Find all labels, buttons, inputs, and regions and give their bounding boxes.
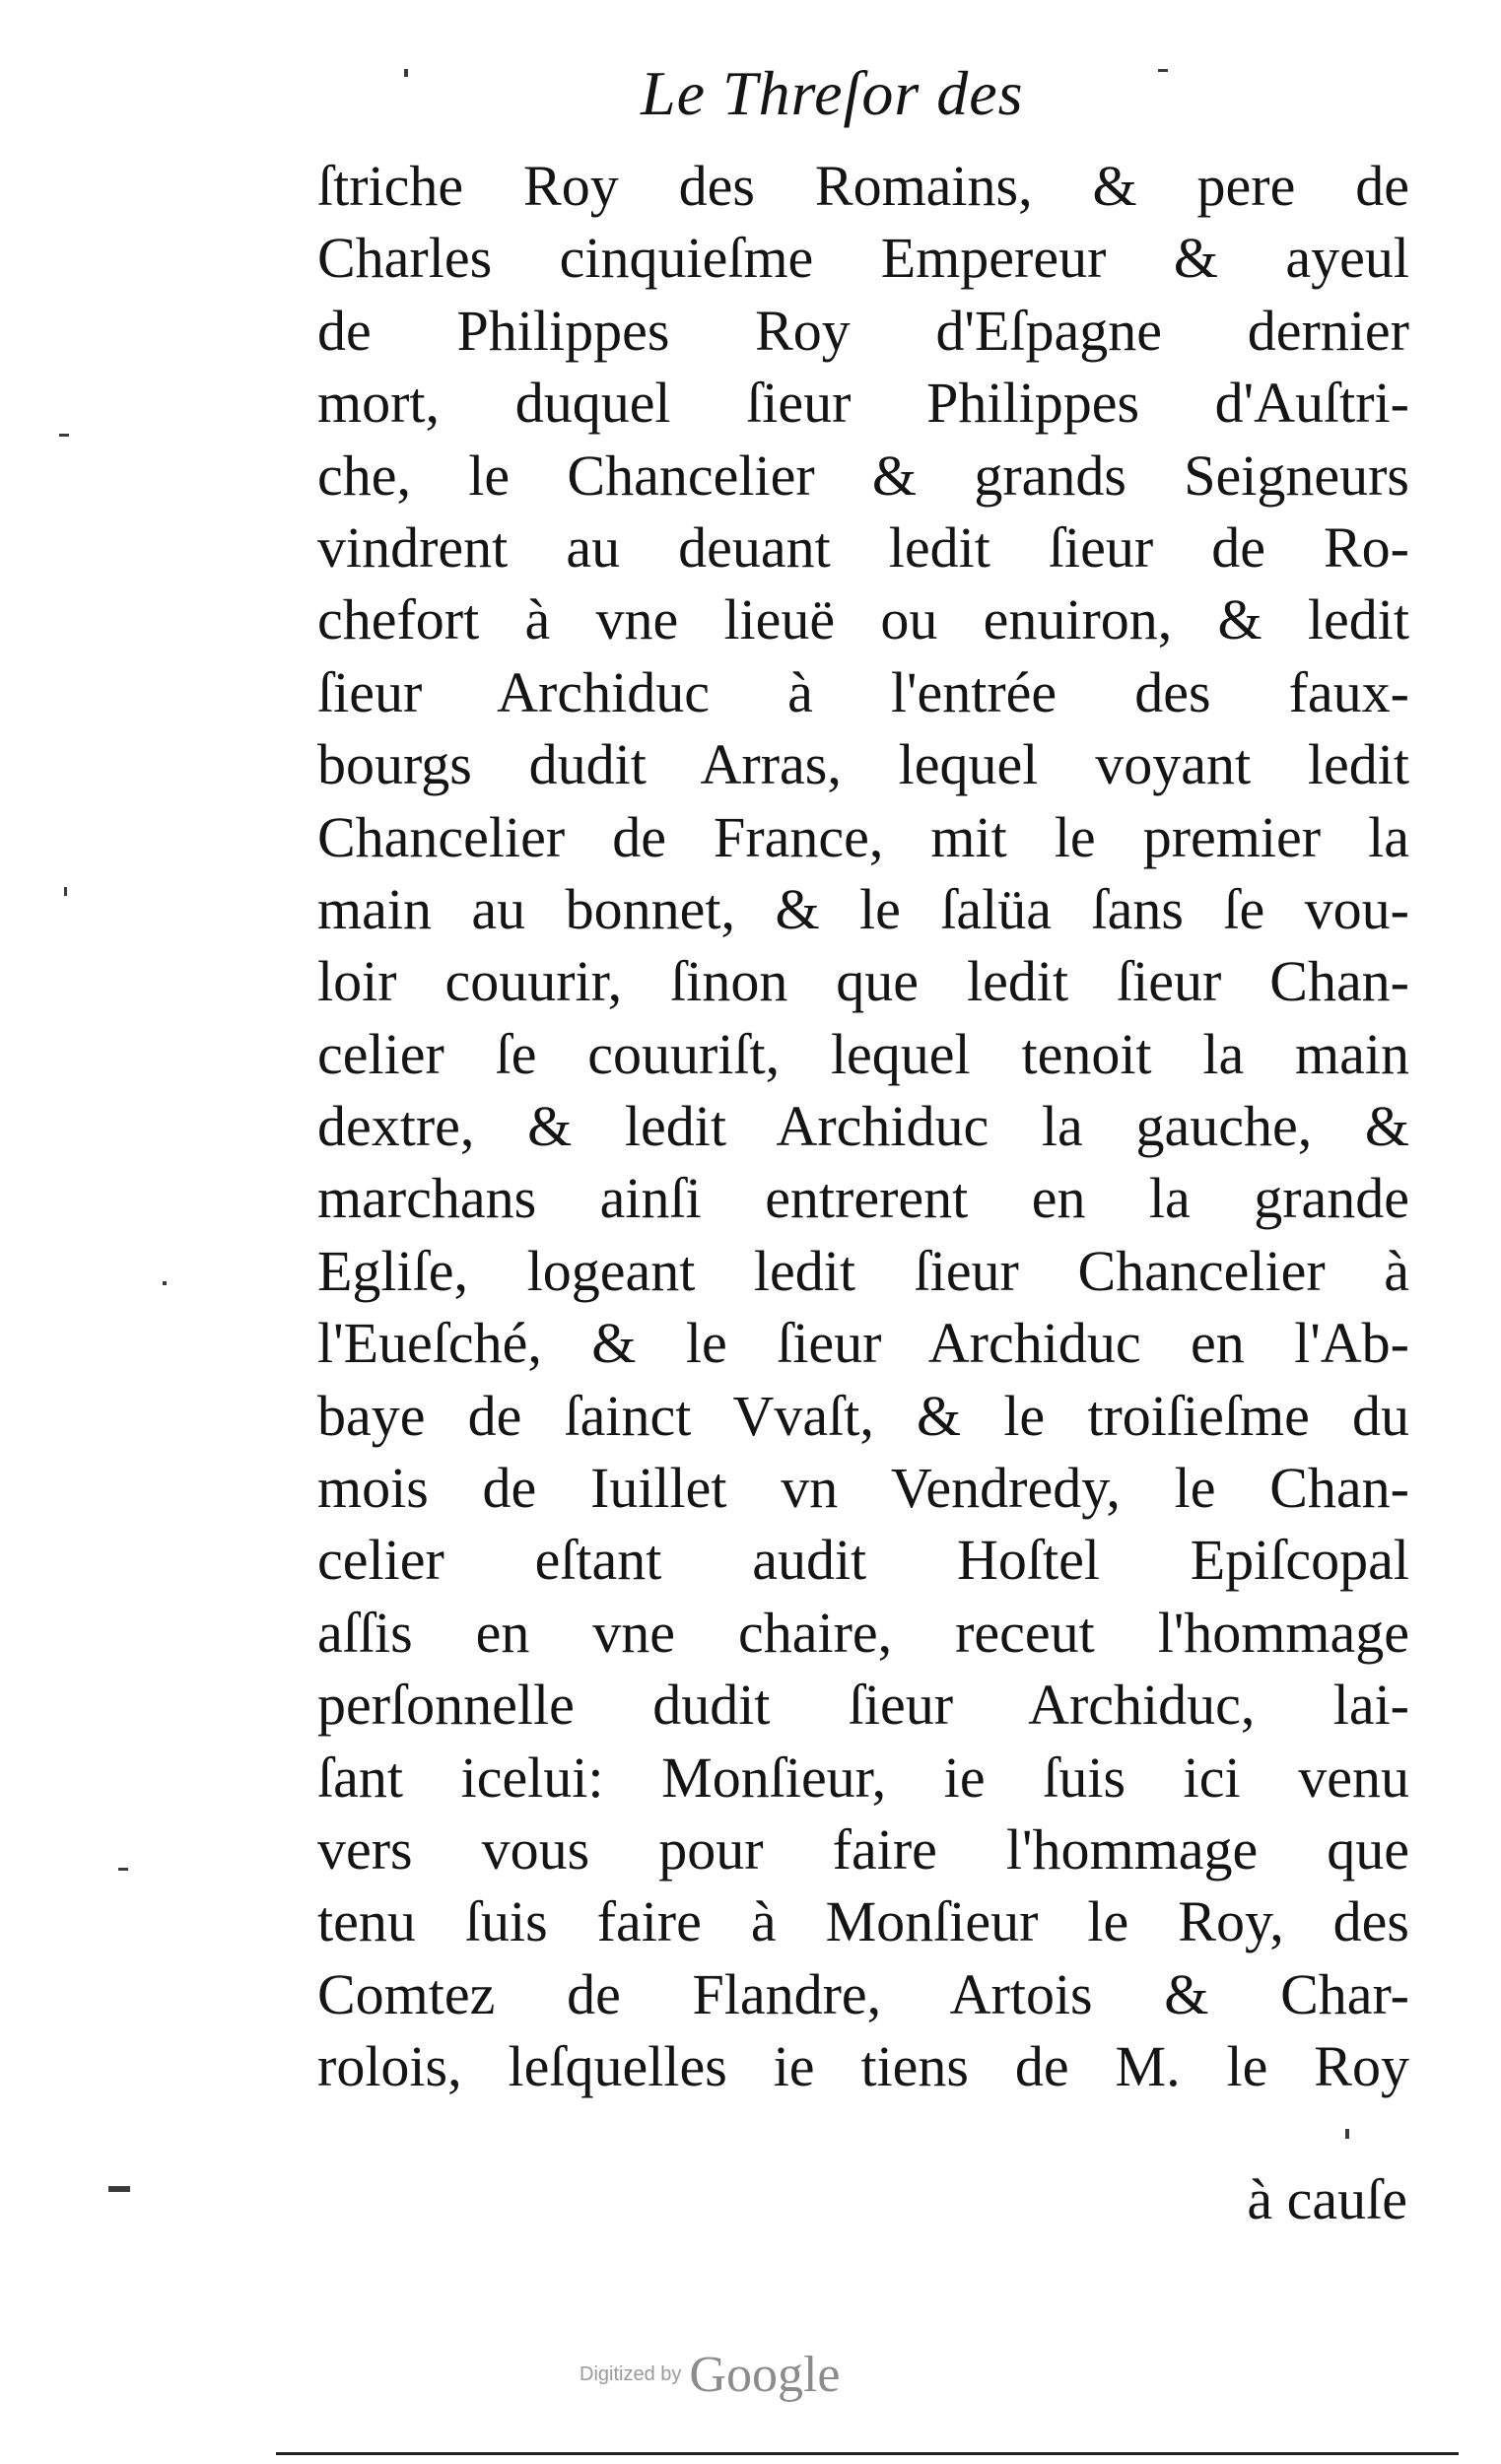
google-logo: Google [689, 2347, 841, 2403]
text-line: l'Eueſché, & le ſieur Archiduc en l'Ab- [317, 1311, 1409, 1376]
text-line: mois de Iuillet vn Vendredy, le Chan- [317, 1456, 1409, 1521]
text-line: loir couurir, ſinon que ledit ſieur Chan- [317, 949, 1409, 1014]
text-line: bourgs dudit Arras, lequel voyant ledit [317, 732, 1409, 797]
scan-speck [1345, 2129, 1349, 2139]
text-line: che, le Chancelier & grands Seigneurs [317, 443, 1409, 508]
text-line: celier ſe couuriſt, lequel tenoit la main [317, 1021, 1409, 1086]
scan-speck [64, 887, 67, 896]
body-text [317, 150, 1409, 2103]
digitized-by-watermark [580, 2346, 840, 2404]
text-line: ſant icelui: Monſieur, ie ſuis ici venu [317, 1745, 1409, 1810]
scan-speck [108, 2186, 130, 2192]
text-line: vers vous pour faire l'hommage que [317, 1816, 1409, 1882]
text-line: Comtez de Flandre, Artois & Char- [317, 1961, 1409, 2026]
text-line: ſtriche Roy des Romains, & pere de [317, 154, 1409, 218]
text-line: de Philippes Roy d'Eſpagne dernier [317, 298, 1409, 363]
text-line: ſieur Archiduc à l'entrée des faux- [317, 659, 1409, 724]
text-line: Chancelier de France, mit le premier la [317, 804, 1409, 869]
text-line: aſſis en vne chaire, receut l'hommage [317, 1600, 1409, 1665]
text-line: Egliſe, logeant ledit ſieur Chancelier à [317, 1238, 1409, 1303]
scan-speck [118, 1868, 128, 1871]
text-line: tenu ſuis faire à Monſieur le Roy, des [317, 1889, 1409, 1954]
text-line: mort, duquel ſieur Philippes d'Auſtri- [317, 371, 1409, 436]
scan-speck [1158, 69, 1168, 72]
running-title: Le Threſor des [641, 58, 1024, 128]
text-line: main au bonnet, & le ſalüa ſans ſe vou- [317, 876, 1409, 941]
text-line: chefort à vne lieuë ou enuiron, & ledit [317, 587, 1409, 652]
text-line: marchans ainſi entrerent en la grande [317, 1166, 1409, 1231]
digitized-by-label: Digitized by [580, 2363, 682, 2385]
text-line: perſonnelle dudit ſieur Archiduc, lai- [317, 1673, 1409, 1738]
scan-edge-rule [276, 2452, 1459, 2455]
text-line: baye de ſainct Vvaſt, & le troiſieſme du [317, 1383, 1409, 1448]
text-line: vindrent au deuant ledit ſieur de Ro- [317, 514, 1409, 580]
text-line: dextre, & ledit Archiduc la gauche, & [317, 1094, 1409, 1159]
text-line: Charles cinquieſme Empereur & ayeul [317, 226, 1409, 291]
catchword: à cauſe [1247, 2167, 1407, 2231]
scan-speck [404, 69, 408, 77]
scan-speck [59, 434, 69, 437]
text-line: celier eſtant audit Hoſtel Epiſcopal [317, 1528, 1409, 1593]
text-line: rolois, leſquelles ie tiens de M. le Roy [317, 2034, 1409, 2099]
scan-speck [163, 1281, 167, 1285]
